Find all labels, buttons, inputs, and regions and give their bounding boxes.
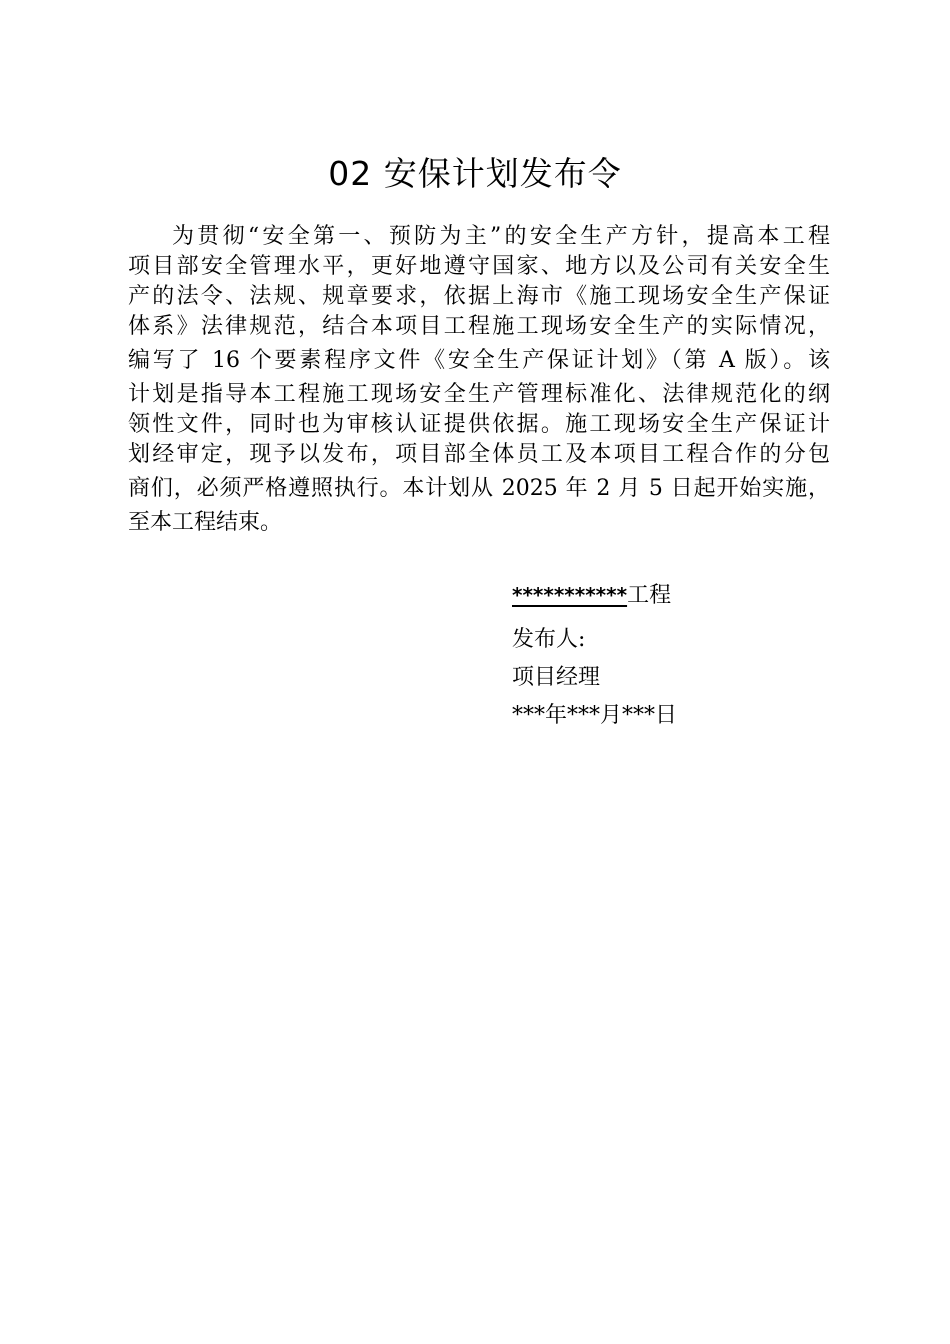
project-line: [512, 580, 872, 611]
body-line: 计划是指导本工程施工现场安全生产管理标准化、法律规范化的纲: [128, 382, 830, 407]
body-line: 为贯彻“安全第一、预防为主”的安全生产方针，提高本工程: [172, 224, 830, 249]
document-title: 02 安保计划发布令: [328, 154, 622, 193]
body-paragraph: [128, 222, 830, 538]
publisher-role: 项目经理: [512, 665, 601, 690]
body-line: 体系》法律规范，结合本项目工程施工现场安全生产的实际情况，: [128, 314, 830, 339]
body-line: 产的法令、法规、规章要求，依据上海市《施工现场安全生产保证: [128, 284, 830, 309]
signature-block: [512, 580, 872, 739]
body-line: 至本工程结束。: [128, 510, 283, 535]
signature-date: ***年***月***日: [512, 703, 678, 728]
project-name: ***********: [512, 583, 628, 607]
body-line: 领性文件，同时也为审核认证提供依据。施工现场安全生产保证计: [128, 412, 830, 437]
body-line: 划经审定，现予以发布，项目部全体员工及本项目工程合作的分包: [128, 442, 830, 467]
body-line: 编写了 16 个要素程序文件《安全生产保证计划》（第 A 版）。该: [128, 348, 830, 373]
body-line: 项目部安全管理水平，更好地遵守国家、地方以及公司有关安全生: [128, 254, 830, 279]
project-suffix: 工程: [627, 583, 672, 608]
body-line: 商们，必须严格遵照执行。本计划从 2025 年 2 月 5 日起开始实施，: [128, 476, 830, 501]
publisher-label: 发布人:: [512, 627, 586, 652]
